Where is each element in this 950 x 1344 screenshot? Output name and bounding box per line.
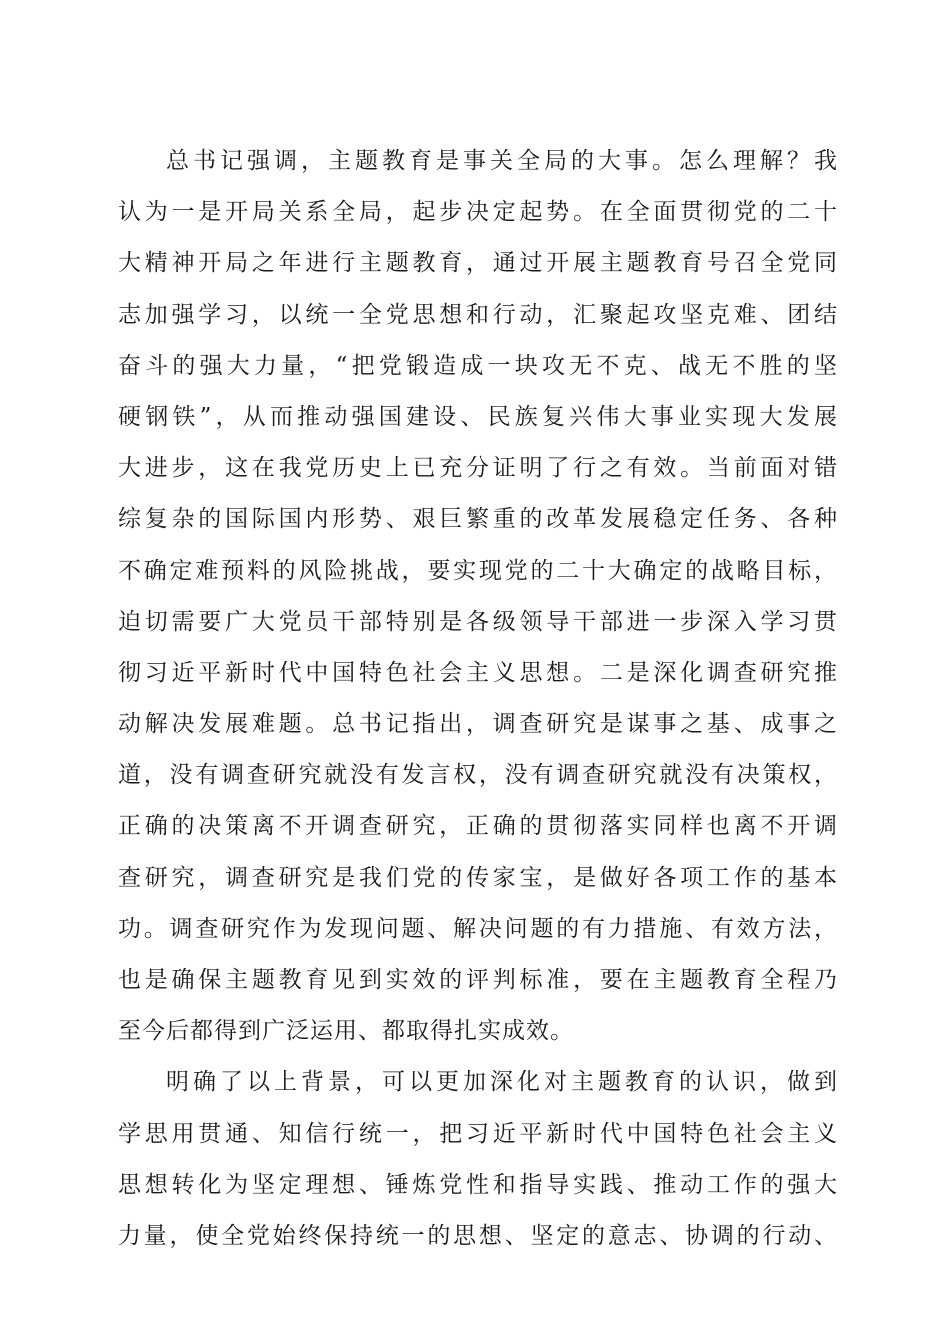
text-line: 硬钢铁”，从而推动强国建设、民族复兴伟大事业实现大发展 xyxy=(118,403,838,430)
text-line: 彻习近平新时代中国特色社会主义思想。二是深化调查研究推 xyxy=(118,659,838,686)
text-line: 至今后都得到广泛运用、都取得扎实成效。 xyxy=(118,1018,574,1045)
text-line: 功。调查研究作为发现问题、解决问题的有力措施、有效方法， xyxy=(118,915,838,942)
text-line: 奋斗的强大力量，“把党锻造成一块攻无不克、战无不胜的坚 xyxy=(118,352,838,379)
text-line: 迫切需要广大党员干部特别是各级领导干部进一步深入学习贯 xyxy=(118,608,838,635)
text-line: 明确了以上背景，可以更加深化对主题教育的认识，做到 xyxy=(166,1069,838,1096)
text-line: 正确的决策离不开调查研究，正确的贯彻落实同样也离不开调 xyxy=(118,813,838,840)
text-line: 也是确保主题教育见到实效的评判标准，要在主题教育全程乃 xyxy=(118,967,838,993)
text-line: 总书记强调，主题教育是事关全局的大事。怎么理解？我 xyxy=(166,148,838,174)
text-line: 学思用贯通、知信行统一，把习近平新时代中国特色社会主义 xyxy=(118,1120,838,1147)
text-line: 查研究，调查研究是我们党的传家宝，是做好各项工作的基本 xyxy=(118,864,838,891)
paragraph-1 xyxy=(118,136,838,1057)
text-line: 综复杂的国际国内形势、艰巨繁重的改革发展稳定任务、各种 xyxy=(118,506,838,533)
text-line: 思想转化为坚定理想、锤炼党性和指导实践、推动工作的强大 xyxy=(118,1171,838,1198)
paragraph-2 xyxy=(118,1057,838,1262)
document-body xyxy=(118,136,838,1262)
text-line: 力量，使全党始终保持统一的思想、坚定的意志、协调的行动、 xyxy=(118,1222,838,1249)
text-line: 大进步，这在我党历史上已充分证明了行之有效。当前面对错 xyxy=(118,455,838,482)
text-line: 志加强学习，以统一全党思想和行动，汇聚起攻坚克难、团结 xyxy=(118,301,838,328)
text-line: 大精神开局之年进行主题教育，通过开展主题教育号召全党同 xyxy=(118,250,838,277)
text-line: 认为一是开局关系全局，起步决定起势。在全面贯彻党的二十 xyxy=(118,199,838,226)
text-line: 动解决发展难题。总书记指出，调查研究是谋事之基、成事之 xyxy=(118,711,838,738)
text-line: 道，没有调查研究就没有发言权，没有调查研究就没有决策权， xyxy=(118,762,838,789)
text-line: 不确定难预料的风险挑战，要实现党的二十大确定的战略目标， xyxy=(118,557,838,584)
